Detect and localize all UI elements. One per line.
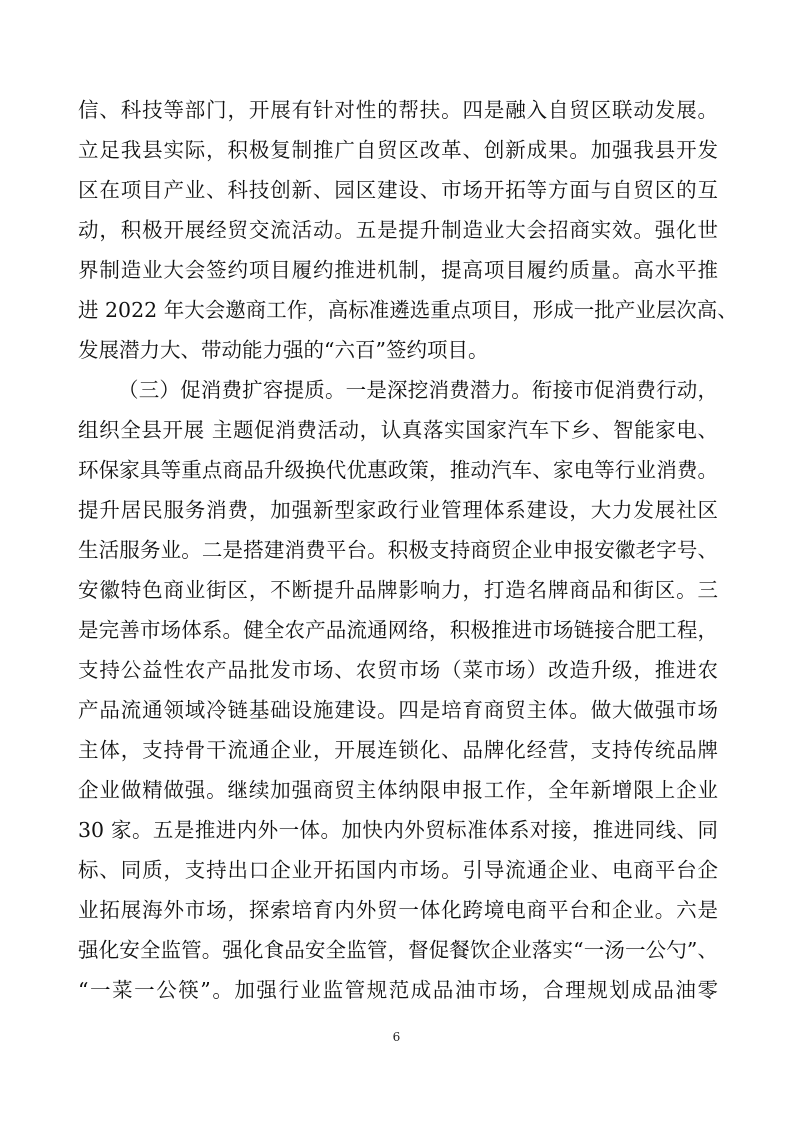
text-line: 30 家。五是推进内外一体。加快内外贸标准体系对接，推进同线、同 [78, 818, 718, 842]
page-number: 6 [392, 1030, 401, 1044]
text-line: 组织全县开展 主题促消费活动，认真落实国家汽车下乡、智能家电、 [78, 418, 718, 442]
text-line: 主体，支持骨干流通企业，开展连锁化、品牌化经营，支持传统品牌 [78, 738, 718, 762]
text-line: 产品流通领域冷链基础设施建设。四是培育商贸主体。做大做强市场 [78, 698, 718, 722]
text-line: 立足我县实际，积极复制推广自贸区改革、创新成果。加强我县开发 [78, 138, 718, 162]
text-line: 区在项目产业、科技创新、园区建设、市场开拓等方面与自贸区的互 [78, 178, 718, 202]
text-line: 是完善市场体系。健全农产品流通网络，积极推进市场链接合肥工程， [78, 618, 718, 642]
text-line: 环保家具等重点商品升级换代优惠政策，推动汽车、家电等行业消费。 [78, 458, 718, 482]
text-line: 强化安全监管。强化食品安全监管，督促餐饮企业落实“一汤一公勺”、 [78, 938, 718, 962]
text-line: 企业做精做强。继续加强商贸主体纳限申报工作，全年新增限上企业 [78, 778, 718, 802]
section-heading-line: （三）促消费扩容提质。一是深挖消费潜力。衔接市促消费行动， [118, 378, 718, 402]
text-line: 提升居民服务消费，加强新型家政行业管理体系建设，大力发展社区 [78, 498, 718, 522]
text-line: 进 2022 年大会邀商工作，高标准遴选重点项目，形成一批产业层次高、 [78, 298, 738, 322]
text-line: 信、科技等部门，开展有针对性的帮扶。四是融入自贸区联动发展。 [78, 98, 718, 122]
text-line: 支持公益性农产品批发市场、农贸市场（菜市场）改造升级，推进农 [78, 658, 718, 682]
text-line: 生活服务业。二是搭建消费平台。积极支持商贸企业申报安徽老字号、 [78, 538, 718, 562]
text-line: 业拓展海外市场，探索培育内外贸一体化跨境电商平台和企业。六是 [78, 898, 718, 922]
text-line: 界制造业大会签约项目履约推进机制，提高项目履约质量。高水平推 [78, 258, 718, 282]
text-line: 发展潜力大、带动能力强的“六百”签约项目。 [78, 338, 489, 362]
text-line: 标、同质，支持出口企业开拓国内市场。引导流通企业、电商平台企 [78, 858, 718, 882]
text-line: 动，积极开展经贸交流活动。五是提升制造业大会招商实效。强化世 [78, 218, 718, 242]
text-line: 安徽特色商业街区，不断提升品牌影响力，打造名牌商品和街区。三 [78, 578, 718, 602]
text-line: “一菜一公筷”。加强行业监管规范成品油市场，合理规划成品油零 [78, 978, 718, 1002]
